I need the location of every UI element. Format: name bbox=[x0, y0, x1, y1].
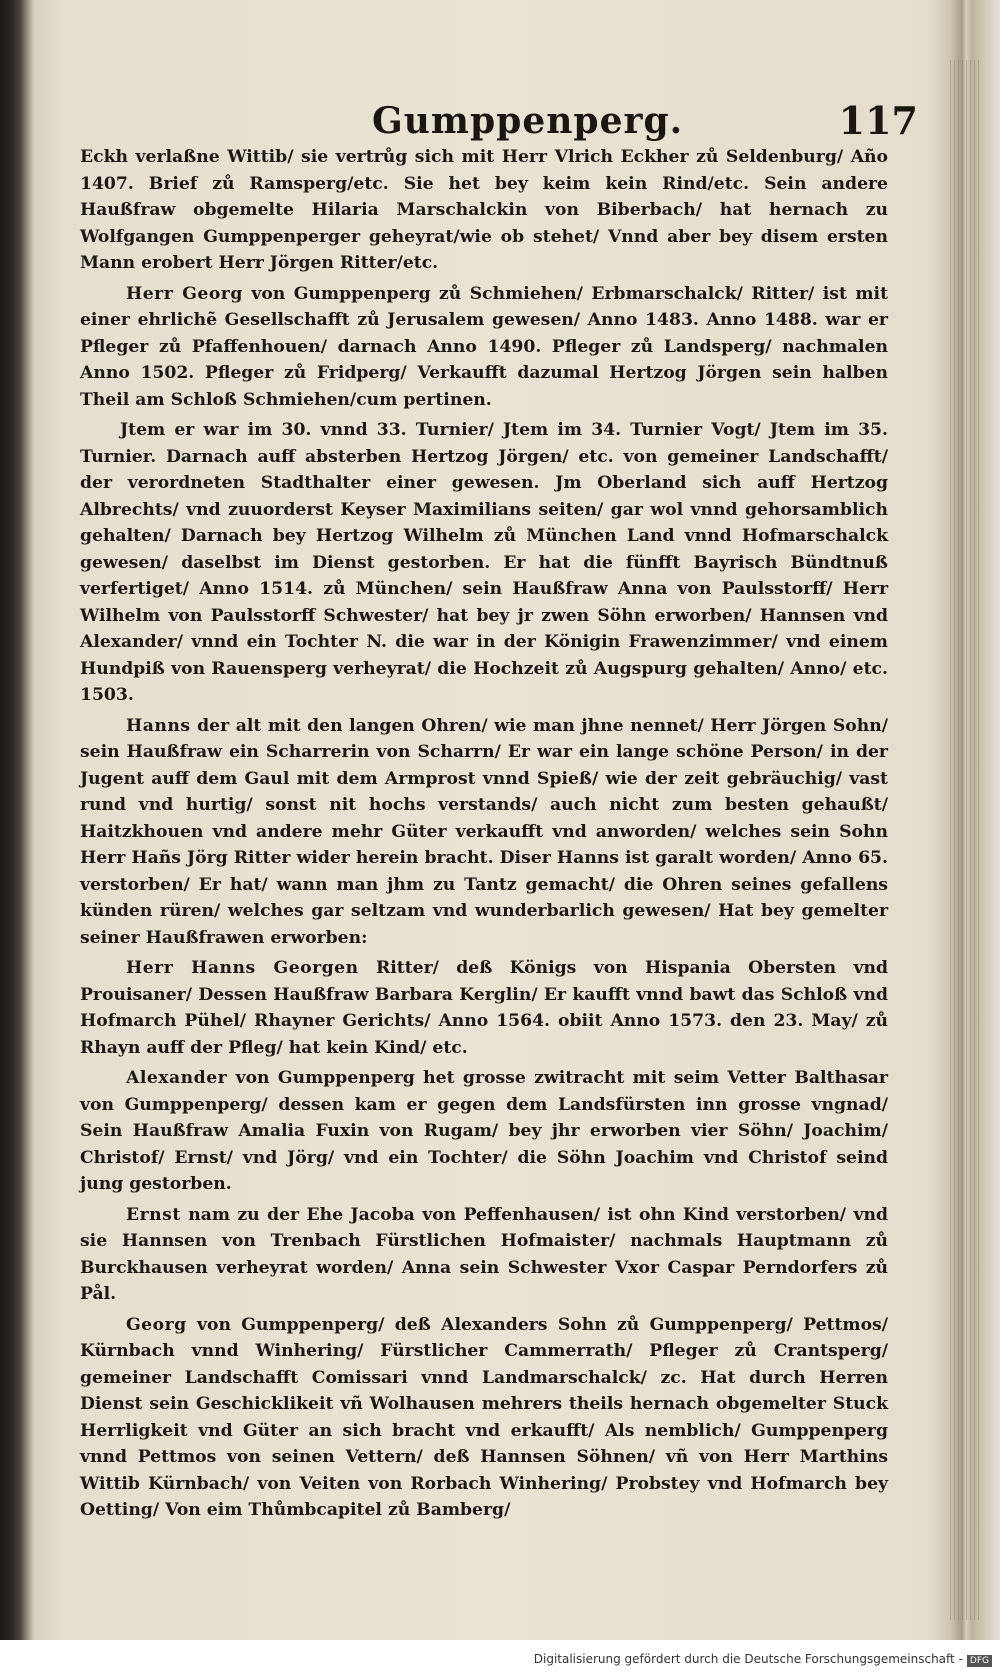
paragraph-text: von Gumppenperg zů Schmiehen/ Erbmarschalck/ Ritter/ ist mit einer ehrlichẽ Gesellschafft zů Jerusalem gewesen/ Anno 1483. Anno 1488. war er Pfleger zů Pfaffenhouen/ darnach Anno 1490. Pfleger zů Landsperg/ nachmalen Anno 1502. Pfleger zů Fridperg/ Verkaufft dazumal Hertzog Jörgen sein halben Theil am Schloß Schmiehen/cum pertinen. bbox=[80, 283, 889, 410]
paragraph-lead: Ernst bbox=[126, 1204, 181, 1225]
page-number: 117 bbox=[838, 98, 918, 143]
dfg-logo: DFG bbox=[967, 1655, 992, 1667]
paragraph bbox=[80, 144, 888, 277]
paragraph-text: Ritter/ deß Königs von Hispania Obersten vnd Prouisaner/ Dessen Haußfraw Barbara Kerglin/ Er kaufft vnnd bawt das Schloß vnd Hofmarch Pühel/ Rhayner Gerichts/ Anno 1564. obiit Anno 1573. den 23. May/ zů Rhayn auff der Pfleg/ hat kein Kind/ etc. bbox=[80, 958, 888, 1058]
paragraph bbox=[80, 281, 888, 414]
paragraph bbox=[80, 1065, 888, 1198]
funding-notice bbox=[534, 1652, 992, 1667]
paragraph-lead: Alexander bbox=[126, 1068, 228, 1088]
page-body bbox=[80, 144, 888, 1528]
paragraph bbox=[80, 713, 888, 952]
paragraph-text: von Gumppenperg het grosse zwitracht mit seim Vetter Balthasar von Gumppenperg/ dessen kam er gegen dem Landsfürsten inn grosse vngnad/ Sein Haußfraw Amalia Fuxin von Rugam/ bey jhr erworben vier Söhn/ Joachim/ Christof/ Ernst/ vnd Jörg/ vnd ein Tochter/ die Söhn Joachim vnd Christof seind jung gestorben. bbox=[80, 1068, 888, 1194]
footer-bar bbox=[0, 1640, 1000, 1677]
paragraph bbox=[80, 417, 888, 709]
paragraph-lead: Herr Hanns Georgen bbox=[126, 958, 359, 978]
funding-text: Digitalisierung gefördert durch die Deutsche Forschungsgemeinschaft - bbox=[533, 1652, 963, 1666]
paragraph-lead bbox=[80, 420, 120, 440]
page-edge-stack bbox=[950, 60, 980, 1620]
paragraph-lead: Hanns bbox=[126, 715, 191, 736]
paragraph-text: Eckh verlaßne Wittib/ sie vertrůg sich mit Herr Vlrich Eckher zů Seldenburg/ Año 1407. Brief zů Ramsperg/etc. Sie het bey keim kein Rind/etc. Sein andere Haußfraw obgemelte Hilaria Marschalckin von Biberbach/ hat hernach zu Wolfgangen Gumppenperger geheyrat/wie ob stehet/ Vnnd aber bey disem ersten Mann erobert Herr Jörgen Ritter/etc. bbox=[80, 147, 888, 273]
paragraph-text: nam zu der Ehe Jacoba von Peffenhausen/ ist ohn Kind verstorben/ vnd sie Hannsen von Trenbach Fürstlichen Hofmaister/ nachmals Hauptmann zů Burckhausen verheyrat worden/ Anna sein Schwester Vxor Caspar Perndorfers zů Pål. bbox=[80, 1204, 888, 1304]
paragraph bbox=[80, 955, 888, 1061]
running-head: Gumppenperg. bbox=[372, 100, 684, 142]
paragraph bbox=[80, 1312, 888, 1524]
paragraph-lead: Georg bbox=[126, 1314, 187, 1335]
paragraph-lead: Herr Georg bbox=[126, 283, 243, 304]
paragraph-text: der alt mit den langen Ohren/ wie man jhne nennet/ Herr Jörgen Sohn/ sein Haußfraw ein Scharrerin von Scharrn/ Er war ein lange schöne Person/ in der Jugent auff dem Gaul mit dem Armprost vnnd Spieß/ wie der zeit gebräuchig/ vast rund vnd hurtig/ sonst nit hochs verstands/ auch nicht zum besten gehaußt/ Haitzkhouen vnd andere mehr Güter verkaufft vnd anworden/ welches sein Sohn Herr Hañs Jörg Ritter wider herein bracht. Diser Hanns ist garalt worden/ Anno 65. verstorben/ Er hat/ wann man jhm zu Tantz gemacht/ die Ohren seines gefallens künden rüren/ welches gar seltzam vnd wunderbarlich gewesen/ Hat bey gemelter seiner Haußfrawen erworben: bbox=[80, 715, 888, 948]
paragraph-text: Jtem er war im 30. vnnd 33. Turnier/ Jtem im 34. Turnier Vogt/ Jtem im 35. Turnier. Darnach auff absterben Hertzog Jörgen/ etc. von gemeiner Landschafft/ der verordneten Stadthalter einer gewesen. Jm Oberland sich auff Hertzog Albrechts/ vnd zuuorderst Keyser Maximilians seiten/ gar wol vnnd gehorsamblich gehalten/ Darnach bey Hertzog Wilhelm zů München Land vnnd Hofmarschalck gewesen/ daselbst im Dienst gestorben. Er hat die fünfft Bayrisch Bündtnuß verfertiget/ Anno 1514. zů München/ sein Haußfraw Anna von Paulsstorff/ Herr Wilhelm von Paulsstorff Schwester/ hat bey jr zwen Söhn erworben/ Hannsen vnd Alexander/ vnnd ein Tochter N. die war in der Königin Frawenzimmer/ vnd einem Hundpiß von Rauensperg verheyrat/ die Hochzeit zů Augspurg gehalten/ Anno/ etc. 1503. bbox=[80, 420, 888, 705]
paragraph bbox=[80, 1202, 888, 1308]
book-page bbox=[72, 90, 918, 1620]
paragraph-text: von Gumppenperg/ deß Alexanders Sohn zů Gumppenperg/ Pettmos/ Kürnbach vnnd Winhering/ Fürstlicher Cammerrath/ Pfleger zů Crantsperg/ gemeiner Landschafft Comissari vnnd Landmarschalck/ zc. Hat durch Herren Dienst sein Geschicklikeit vñ Wolhausen mehrers theils hernach obgemelter Stuck Herrligkeit vnd Güter an sich bracht vnd erkaufft/ Als nemblich/ Gumppenperg vnnd Pettmos von seinen Vettern/ deß Hannsen Söhnen/ vñ von Herr Marthins Wittib Kürnbach/ von Veiten von Rorbach Winhering/ Probstey vnd Hofmarch bey Oetting/ Von eim Thůmbcapitel zů Bamberg/ bbox=[80, 1314, 888, 1520]
